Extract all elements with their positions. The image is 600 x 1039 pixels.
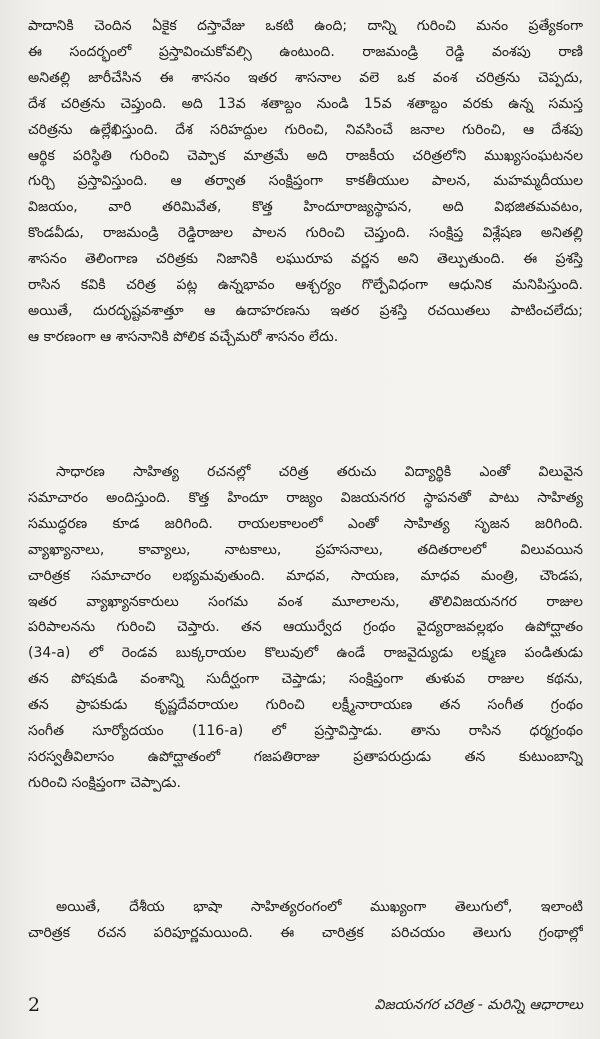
running-title: విజయనగర చరిత్ర - మరిన్ని ఆధారాలు (374, 997, 583, 1013)
text-line: సమాచారం అందిస్తుంది. కొత్త హిందూ రాజ్యం విజయనగర స్థాపనతో పాటు సాహిత్య (28, 489, 583, 506)
text-line: పాదానికి చెందిన ఏకైక దస్తావేజు ఒకటి ఉంది; దాన్ని గురించి మనం ప్రత్యేకంగా (28, 18, 583, 34)
paragraph-3 (28, 895, 583, 947)
text-line: విజయం, వారి తరిమివేత, కొత్త హిందూరాజ్యస్థాపన, అది విభజితమవటం, (28, 199, 583, 216)
text-line: వ్యాఖ్యానాలు, కావ్యాలు, నాటకాలు, ప్రహసనాలు, తదితరాలలో విలువయిన (28, 541, 583, 558)
text-line: సంగీత సూర్యోదయం (116-a) లో ప్రస్తావిస్తాడు. తాను రాసిన ధర్మగ్రంథం (28, 723, 583, 740)
text-line: ఈ సందర్భంలో ప్రస్తావించుకోవల్సి ఉంటుంది. రాజమండ్రి రెడ్డి వంశపు రాణి (28, 43, 583, 60)
text-line: సరస్వతీవిలాసం ఉపోద్ఘాతంలో గజపతిరాజు ప్రతాపరుద్రుడు తన కుటుంబాన్ని (28, 748, 583, 765)
text-line: రాసిన కవికి చరిత్ర పట్ల ఉన్నభావం ఆశ్చర్యం గొల్పేవిధంగా ఆధునిక మనిపిస్తుంది. (28, 277, 583, 294)
text-line: ఇతర వ్యాఖ్యానకారులు సంగమ వంశ మూలాలను, తొలివిజయనగర రాజుల (28, 593, 583, 610)
text-line: ఆర్థిక పరిస్థితి గురించి చెప్పాక మాత్రమే అది రాజకీయ చరిత్రలోని ముఖ్యసంఘటనల (28, 147, 583, 164)
text-line: చరిత్రను ఉల్లేఖిస్తుంది. దేశ సరిహద్దుల గురించి, నివసించే జనాల గురించి, ఆ దేశపు (28, 121, 583, 138)
text-line: సముద్ధరణ కూడ జరిగింది. రాయలకాలంలో ఎంతో సాహిత్య సృజన జరిగింది. (28, 515, 583, 532)
text-line: గుర్చి ప్రస్తావిస్తుంది. ఆ తర్వాత సంక్షిప్తంగా కాకతీయుల పాలన, మహమ్మదీయుల (28, 173, 583, 190)
text-line: కొండవీడు, రాజమండ్రి రెడ్డిరాజుల పాలన గురించి చెప్తుంది. సంక్షిప్త విశ్లేషణ అనితల్లి (28, 225, 583, 242)
paragraph-1 (28, 14, 583, 351)
text-line: అనితల్లి జారీచేసిన ఈ శాసనం ఇతర శాసనాల వలె ఒక వంశ చరిత్రను చెప్పదు, (28, 69, 583, 86)
text-line: తన ప్రాపకుడు కృష్ణదేవరాయల గురించి లక్ష్మీనారాయణ తన సంగీత గ్రంథం (28, 697, 583, 714)
page-number: 2 (28, 994, 41, 1016)
text-line: (34-a) లో రెండవ బుక్కరాయల కొలువులో ఉండే రాజవైద్యుడు లక్ష్మణ పండితుడు (28, 645, 583, 662)
text-line: శాసనం తెలింగాణ చరిత్రకు నిజానికి లఘురూప వర్ణన అని తెల్పుతుంది. ఈ ప్రశస్తి (28, 251, 583, 268)
text-line: అయితే, దురదృష్టవశాత్తూ ఆ ఉదాహరణను ఇతర ప్రశస్తి రచయితలు పాటించలేదు; (28, 302, 583, 319)
text-line: తన పోషకుడి వంశాన్ని సుదీర్ఘంగా చెప్తాడు; సంక్షిప్తంగా తుళువ రాజుల కథను, (28, 671, 583, 688)
text-line: పరిపాలనను గురించి చెప్తారు. తన ఆయుర్వేద గ్రంథం వైద్యరాజవల్లభం ఉపోద్ఘాతం (28, 619, 583, 636)
text-line: అయితే, దేశీయ భాషా సాహిత్యరంగంలో ముఖ్యంగా తెలుగులో, ఇలాంటి (56, 899, 583, 915)
text-line: సాధారణ సాహిత్య రచనల్లో చరిత్ర తరుచు విద్యార్థికి ఎంతో విలువైన (56, 464, 583, 480)
text-line: చారిత్రక సమాచారం లభ్యమవుతుంది. మాధవ, సాయణ, మాధవ మంత్రి, చౌండప, (28, 567, 583, 584)
text-line: గురించి సంక్షిప్తంగా చెప్పాడు. (28, 774, 181, 791)
paragraph-2 (28, 460, 583, 797)
text-line: చారిత్రక రచన పరిపూర్ణమయింది. ఈ చారిత్రక పరిచయం తెలుగు గ్రంథాల్లో (28, 924, 583, 941)
text-line: ఆ కారణంగా ఆ శాసనానికి పోలిక వచ్చేమరో శాసనం లేదు. (28, 328, 339, 345)
page-footer (28, 992, 583, 1018)
text-line: దేశ చరిత్రను చెప్తుంది. అది 13వ శతాబ్దం నుండి 15వ శతాబ్దం వరకు ఉన్న సమస్త (28, 95, 583, 112)
